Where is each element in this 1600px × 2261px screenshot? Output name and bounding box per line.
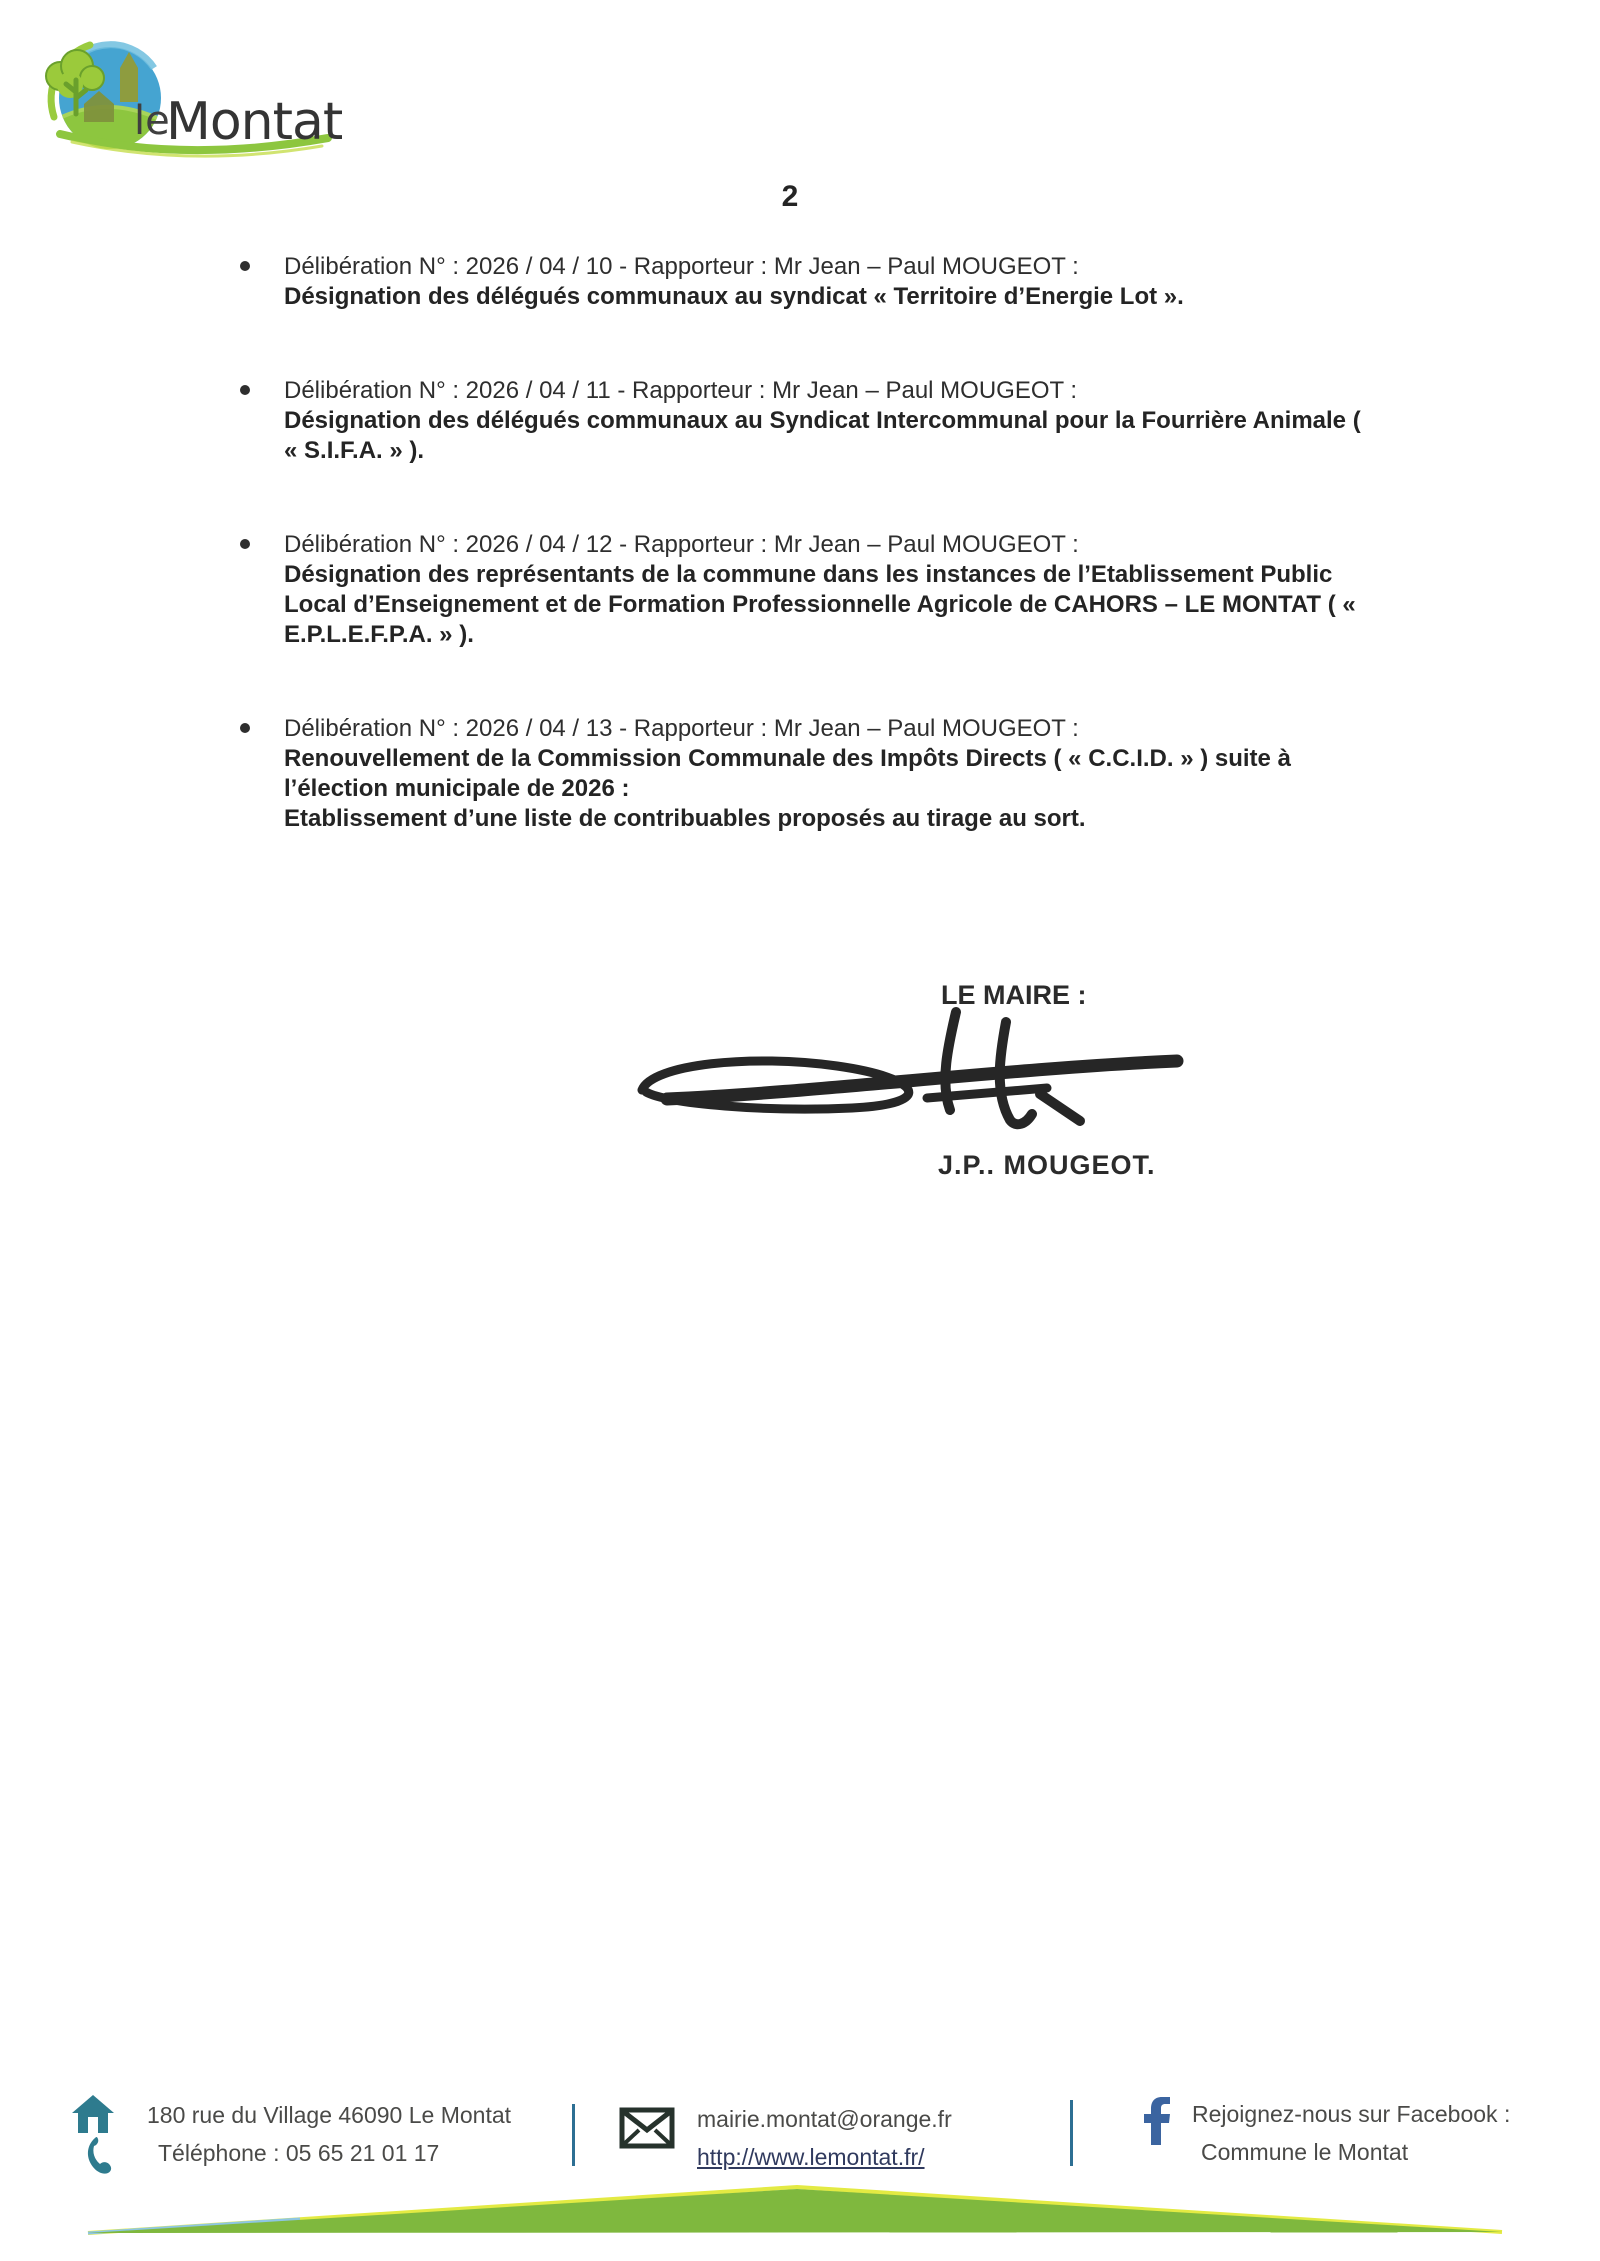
deliberation-list — [240, 252, 1370, 898]
phone-icon — [83, 2135, 115, 2177]
footer-address: 180 rue du Village 46090 Le Montat — [147, 2102, 512, 2128]
envelope-icon — [619, 2106, 675, 2150]
logo-text-le: le — [134, 98, 170, 144]
house-icon — [70, 2093, 116, 2135]
bullet-icon — [240, 261, 250, 271]
bullet-icon — [240, 385, 250, 395]
deliberation-header: Délibération N° : 2026 / 04 / 13 - Rapporteur : Mr Jean – Paul MOUGEOT : — [284, 715, 1079, 742]
footer-facebook-name: Commune le Montat — [1201, 2139, 1409, 2165]
deliberation-item — [240, 714, 1370, 834]
footer-phone: Téléphone : 05 65 21 01 17 — [158, 2140, 440, 2166]
facebook-icon — [1141, 2097, 1171, 2145]
footer-email: mairie.montat@orange.fr — [697, 2106, 952, 2132]
bullet-icon — [240, 539, 250, 549]
footer-facebook-invite: Rejoignez-nous sur Facebook : — [1192, 2101, 1511, 2127]
page-number: 2 — [781, 180, 799, 213]
footer-divider — [1070, 2100, 1073, 2166]
deliberation-header: Délibération N° : 2026 / 04 / 11 - Rapporteur : Mr Jean – Paul MOUGEOT : — [284, 377, 1078, 404]
commune-logo — [32, 22, 342, 167]
deliberation-item — [240, 252, 1370, 312]
bullet-icon — [240, 723, 250, 733]
deliberation-item — [240, 530, 1370, 650]
mayor-title: LE MAIRE : — [941, 980, 1087, 1010]
footer-website-link[interactable]: http://www.lemontat.fr/ — [697, 2144, 925, 2170]
deliberation-header: Délibération N° : 2026 / 04 / 12 - Rapporteur : Mr Jean – Paul MOUGEOT : — [284, 531, 1079, 558]
hill-graphic — [0, 2184, 1600, 2236]
logo-text-montat: Montat — [166, 92, 342, 152]
mayor-name: J.P.. MOUGEOT. — [938, 1150, 1156, 1180]
deliberation-body: Désignation des délégués communaux au syndicat « Territoire d’Energie Lot ». — [284, 283, 1184, 310]
deliberation-body: Renouvellement de la Commission Communale des Impôts Directs ( « C.C.I.D. » ) suite à l’élection municipale de 2026 : — [284, 745, 1291, 802]
deliberation-body: Etablissement d’une liste de contribuables proposés au tirage au sort. — [284, 805, 1086, 832]
deliberation-body: Désignation des délégués communaux au Syndicat Intercommunal pour la Fourrière Animale ( « S.I.F.A. » ). — [284, 407, 1361, 464]
deliberation-header: Délibération N° : 2026 / 04 / 10 - Rapporteur : Mr Jean – Paul MOUGEOT : — [284, 253, 1079, 280]
deliberation-body: Désignation des représentants de la commune dans les instances de l’Etablissement Public Local d’Enseignement et de Formation Professionnelle Agricole de CAHORS – LE MONTAT ( « E.P.L.E.F.P.A. » ). — [284, 561, 1356, 648]
footer-divider — [572, 2104, 575, 2166]
deliberation-item — [240, 376, 1370, 466]
signature-image — [612, 1002, 1212, 1137]
